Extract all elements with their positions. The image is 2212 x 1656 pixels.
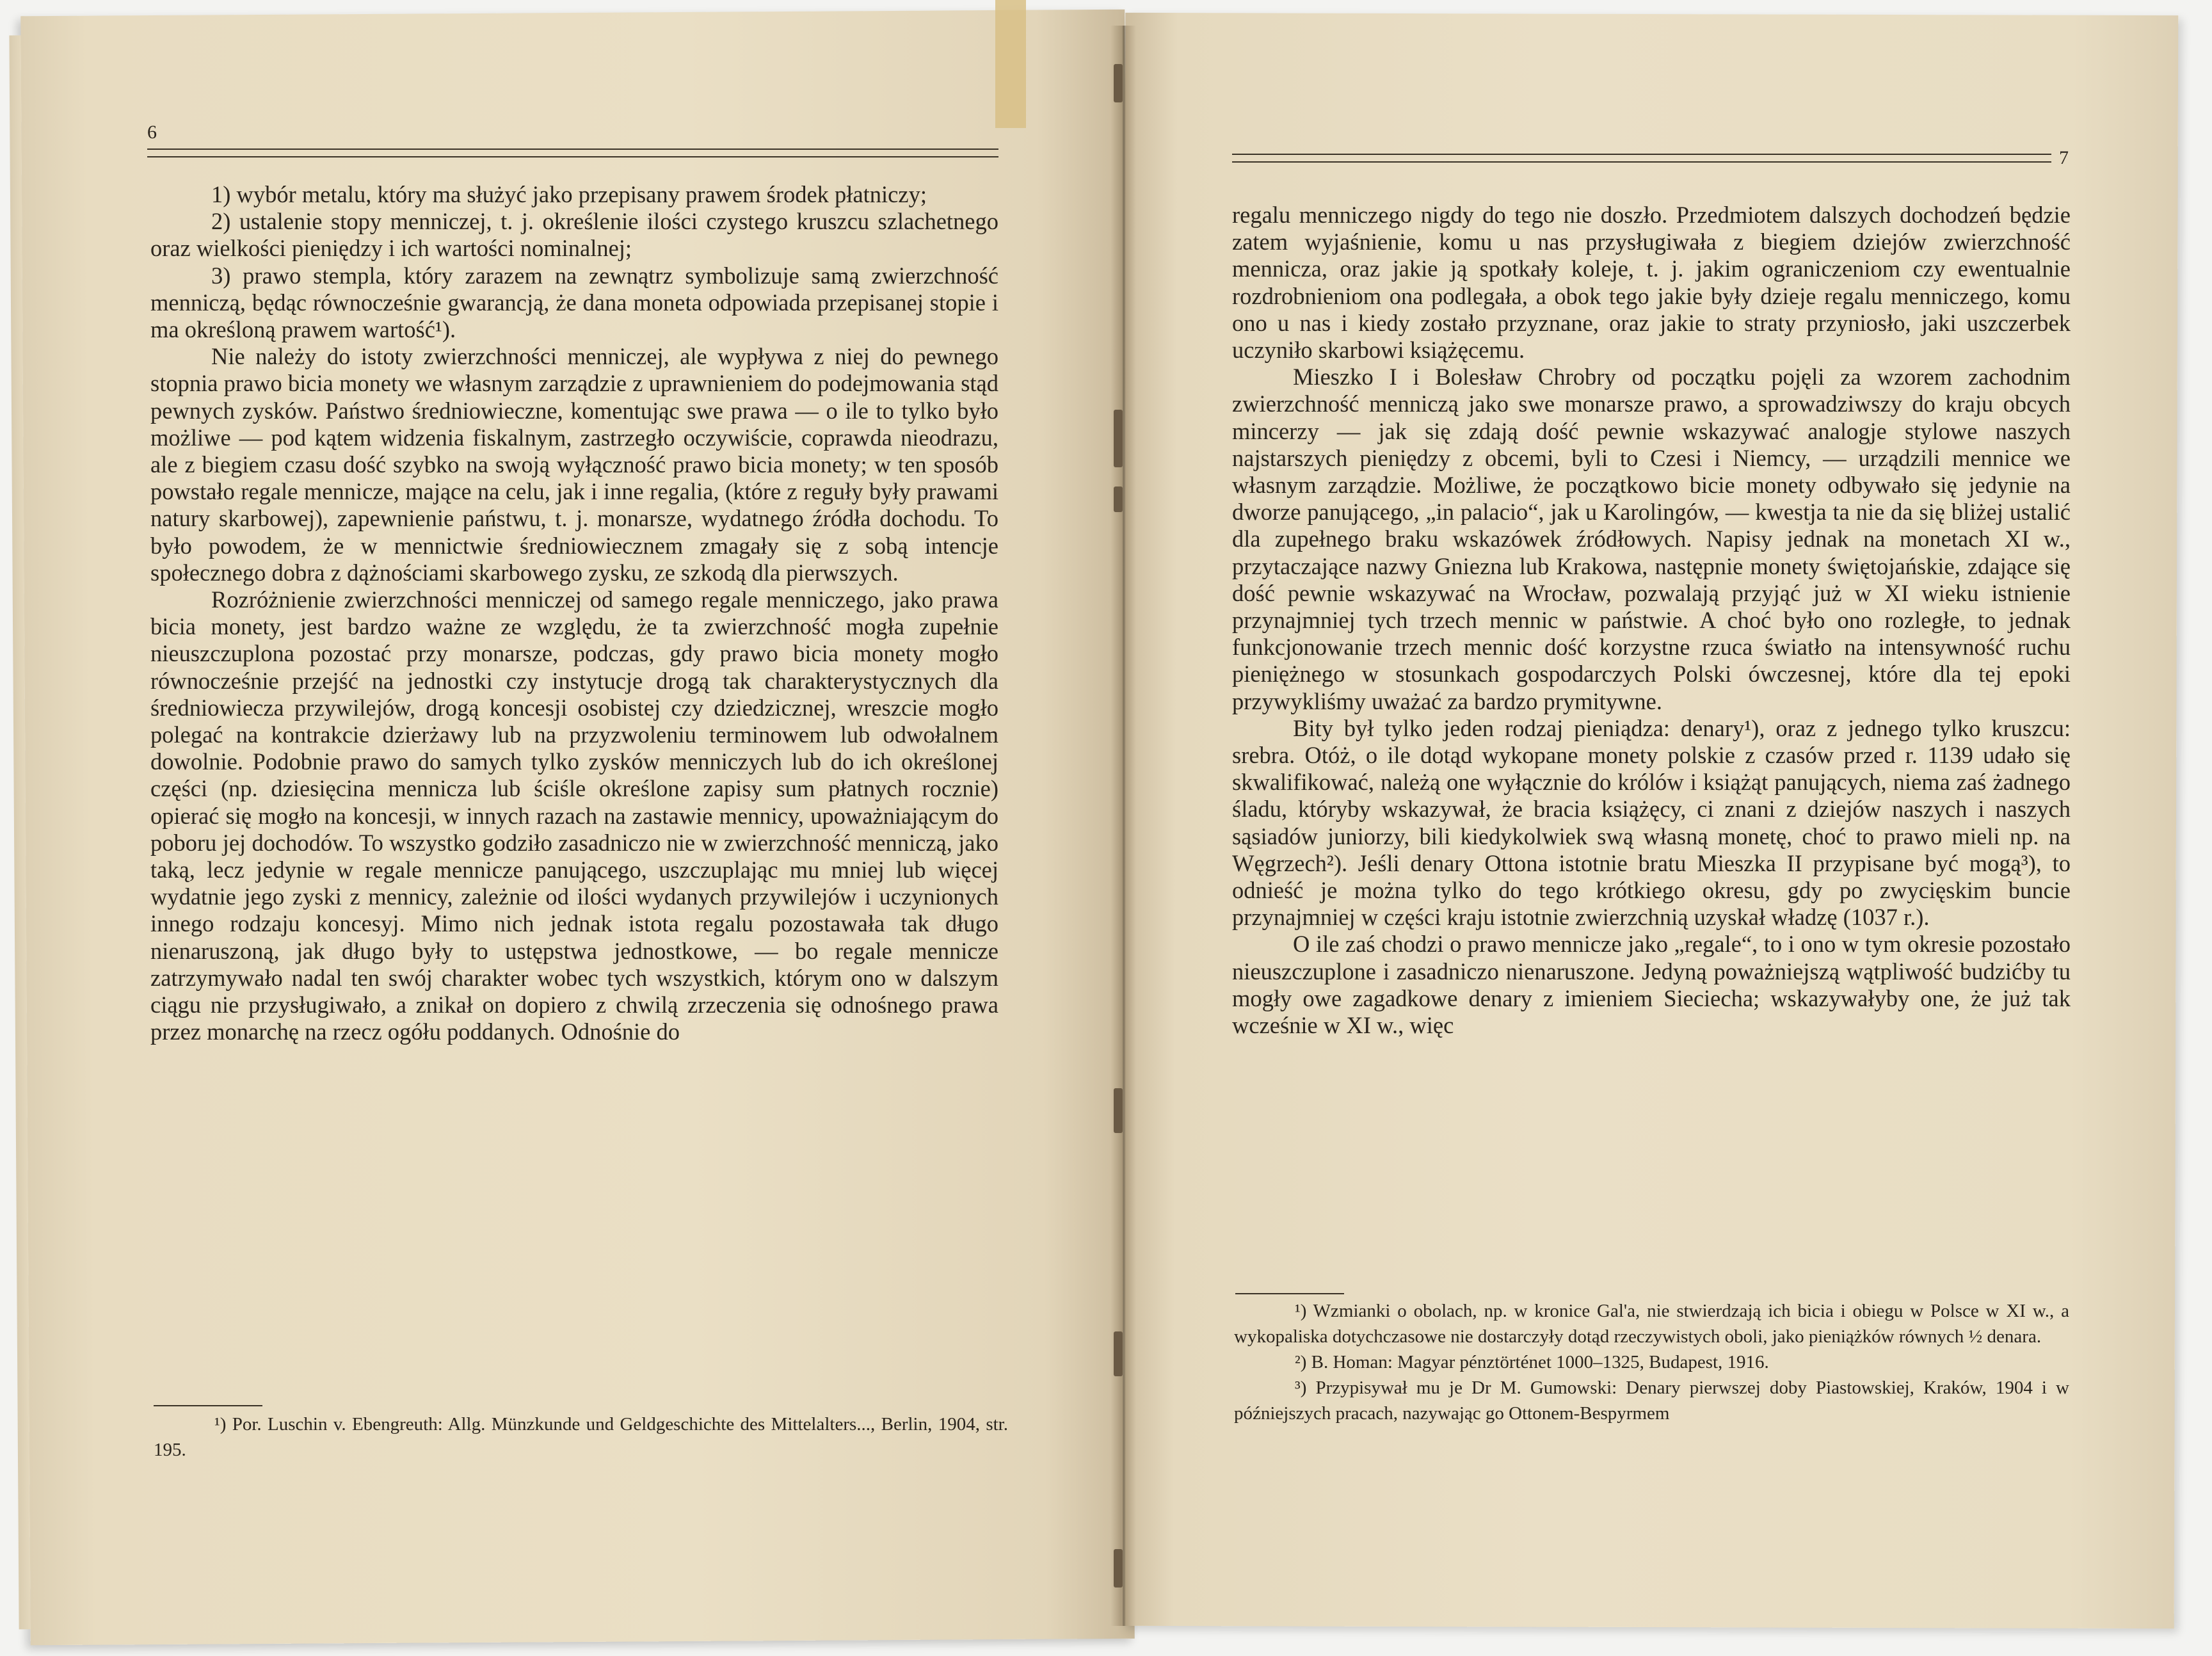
- paragraph: Mieszko I i Bolesław Chrobry od początku pojęli za wzorem zachodnim zwierzchność menniczą jako swe monarsze prawo, a sprowadziwszy do kraju obcych mincerzy — jak się zdają dość pewnie wskazywać analogje stylowe naszych najstarszych pieniędzy z obcemi, byli to Czesi i Niemcy, — urządzili mennice we własnym zarządzie. Możliwe, że początkowo bicie monety odbywało się jedynie na dworze panującego, „in palacio“, jak u Karolingów, — kwestja ta nie da się bliżej ustalić dla zupełnego braku wskazówek źródłowych. Napisy jednak na monetach XI w., przytaczające nazwy Gniezna lub Krakowa, następnie monety świętojańskie, zdające się dość pewnie wskazywać na Wrocław, pozwalają przyjąć już w XI wieku istnienie przynajmniej tych trzech mennic w państwie. A choć było ono rozległe, to jednak funkcjonowanie trzech mennic dość korzystne rzuca światło na intensywność ruchu pieniężnego w stosunkach gospodarczych Polski ówczesnej, które dla tej epoki przywykliśmy uważać za bardzo prymitywne.: [1232, 364, 2071, 714]
- left-footnotes: [154, 1411, 1008, 1463]
- binding-stitch: [1114, 1549, 1123, 1588]
- footnote-rule: [1235, 1293, 1344, 1294]
- binding-stitch: [1114, 410, 1123, 467]
- binding-stitch: [1114, 64, 1123, 102]
- paragraph: 3) prawo stempla, który zarazem na zewnątrz symbolizuje samą zwierzchność menniczą, będąc równocześnie gwarancją, że dana moneta odpowiada przepisanej stopie i ma określoną prawem wartość¹).: [150, 262, 998, 343]
- binding-stitch: [1114, 1088, 1123, 1133]
- footnote: ³) Przypisywał mu je Dr M. Gumowski: Denary pierwszej doby Piastowskiej, Kraków, 1904 i w późniejszych pracach, nazywając go Ottonem-Bespyrmem: [1234, 1378, 2069, 1424]
- page-number: 6: [147, 122, 157, 143]
- footnote: ¹) Por. Luschin v. Ebengreuth: Allg. Münzkunde und Geldgeschichte des Mittelalters..., Berlin, 1904, str. 195.: [154, 1414, 1008, 1460]
- paragraph: Bity był tylko jeden rodzaj pieniądza: denary¹), oraz z jednego tylko kruszcu: srebra. Otóż, o ile dotąd wykopane monety polskie z czasów przed r. 1139 udało się skwalifikować, należą one wyłącznie do królów i książąt panujących, niema zaś żadnego śladu, któryby wskazywał, że bracia książęcy, ci znani z dziejów naszych i naszych sąsiadów juniorzy, bili kiedykolwiek swą własną monetę, choć to prawo mieli np. na Węgrzech²). Jeśli denary Ottona istotnie bratu Mieszka II przypisane być mogą³), to odnieść je można tylko do tego krótkiego okresu, gdy po zwycięskim buncie przynajmniej w części kraju istotnie zwierzchnią uzyskał władzę (1037 r.).: [1232, 714, 2071, 931]
- paragraph: Nie należy do istoty zwierzchności menniczej, ale wypływa z niej do pewnego stopnia prawo bicia monety we własnym zarządzie z uprawnieniem do podejmowania stąd pewnych zysków. Państwo średniowieczne, komentując swe prawa — o ile to tylko było możliwe — pod kątem widzenia fiskalnym, zastrzegło oczywiście, coprawda nieodrazu, ale z biegiem czasu dość szybko na swoją wyłączność prawo bicia monety; w ten sposób powstało regale mennicze, mające na celu, jak i inne regalia, (które z reguły były prawami natury skarbowej), zapewnienie państwu, t. j. monarsze, wydatnego źródła dochodu. To było powodem, że w mennictwie średniowiecznem zmagały się z sobą intencje społecznego dobra z dążnościami skarbowego zysku, ze szkodą dla pierwszych.: [150, 343, 998, 586]
- page-number: 7: [2059, 147, 2069, 168]
- paragraph: 1) wybór metalu, który ma służyć jako przepisany prawem środek płatniczy;: [211, 181, 927, 207]
- right-body-text: [1232, 202, 2071, 1039]
- binding-stitch: [1114, 486, 1123, 512]
- header-rule: [1232, 154, 2051, 163]
- book-gutter: [1110, 26, 1136, 1626]
- paragraph: 2) ustalenie stopy menniczej, t. j. określenie ilości czystego kruszcu szlachetnego oraz wielkości pieniędzy i ich wartości nominalnej;: [150, 208, 998, 262]
- footnote: ²) B. Homan: Magyar pénztörténet 1000–1325, Budapest, 1916.: [1295, 1352, 1769, 1372]
- paragraph: Rozróżnienie zwierzchności menniczej od samego regale menniczego, jako prawa bicia monety, jest bardzo ważne ze względu, że ta zwierzchność mogła zupełnie nieuszczuplona pozostać przy monarsze, podczas, gdy prawo bicia monety mogło równocześnie przejść na jednostki czy instytucje drogą tak charakterystycznych dla średniowiecza przywilejów, drogą koncesji osobistej czy dziedzicznej, wreszcie mogło polegać na kontrakcie dzierżawy lub na przyzwoleniu terminowem lub odwołalnem dowolnie. Podobnie prawo do samych tylko zysków menniczych lub do ich określonej części (np. dziesięcina mennicza lub ściśle określone zapisy sum płatnych rocznie) opierać się mogło na koncesji, w innych razach na zastawie mennicy, upoważniającym do poboru jej dochodów. To wszystko godziło zasadniczo nie w zwierzchność menniczą, jako taką, lecz jedynie w regale mennicze panującego, uszczuplając mu mniej lub więcej wydatnie jego zyski z mennicy, zależnie od ilości wydanych przywilejów i uczynionych innego rodzaju koncesyj. Mimo nich jednak istota regalu pozostawała tak długo nienaruszoną, jak długo były to ustępstwa jednostkowe, — bo regale mennicze zatrzymywało nadal ten swój charakter wobec tych wszystkich, którym ono w dalszym ciągu nie przysługiwało, a znikał on dopiero z chwilą zrzeczenia się odnośnego prawa przez monarchę na rzecz ogółu poddanych. Odnośnie do: [150, 586, 998, 1045]
- header-rule: [147, 149, 998, 157]
- footnote: ¹) Wzmianki o obolach, np. w kronice Gal'a, nie stwierdzają ich bicia i obiegu w Polsce w XI w., a wykopaliska dotychczasowe nie dostarczyły dotąd rzeczywistych oboli, jako pieniążków równych ½ denara.: [1234, 1301, 2069, 1347]
- paragraph: regalu menniczego nigdy do tego nie doszło. Przedmiotem dalszych dochodzeń będzie zatem wyjaśnienie, komu u nas przysługiwała z biegiem dziejów zwierzchność mennicza, oraz jakie ją spotkały koleje, t. j. jakim ograniczeniom czy ewentualnie rozdrobnieniom ona podlegała, a obok tego jakie były dzieje regalu menniczego, komu ono u nas i kiedy zostało przyznane, oraz jakie to straty przyniosło, jaki uszczerbek uczyniło skarbowi książęcemu.: [1232, 202, 2071, 364]
- paragraph: O ile zaś chodzi o prawo mennicze jako „regale“, to i ono w tym okresie pozostało nieuszczuplone i zasadniczo nienaruszone. Jedyną poważniejszą wątpliwość budzićby tu mogły owe zagadkowe denary z imieniem Sieciecha; wskazywałyby one, że już tak wcześnie w XI w., więc: [1232, 931, 2071, 1039]
- footnote-rule: [154, 1405, 262, 1406]
- left-body-text: [150, 181, 998, 1046]
- tape-strip: [995, 0, 1026, 128]
- right-footnotes: [1234, 1298, 2069, 1426]
- binding-stitch: [1114, 1331, 1123, 1376]
